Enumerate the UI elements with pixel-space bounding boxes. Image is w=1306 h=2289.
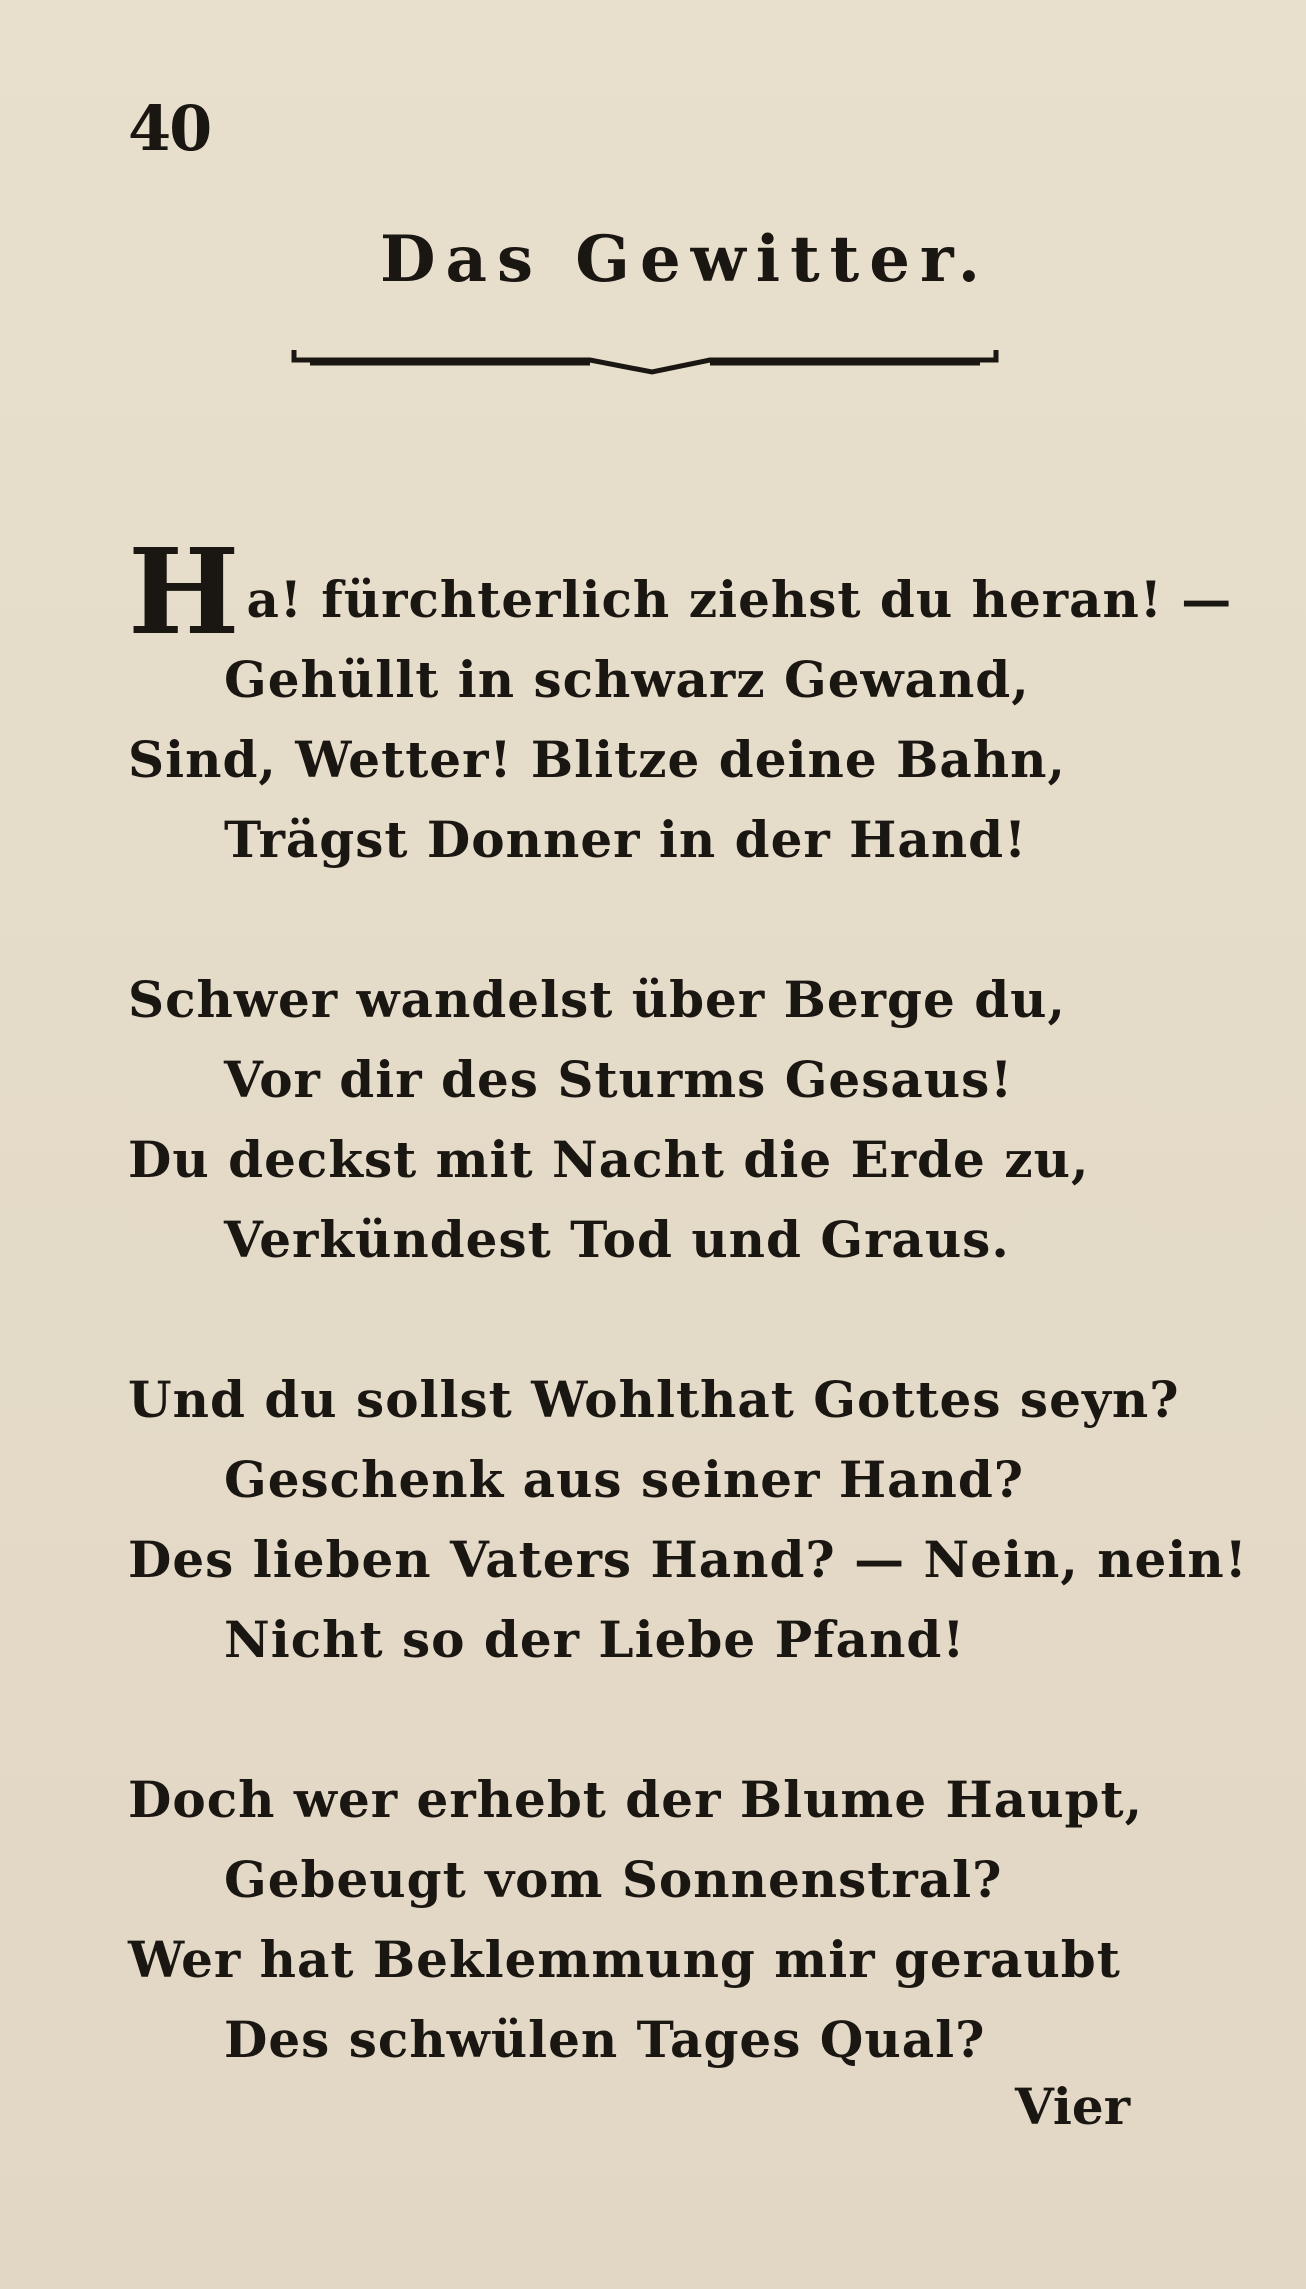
poem-line-3: Sind, Wetter! Blitze deine Bahn, — [128, 730, 1066, 789]
poem-line-14: Gebeugt vom Sonnenstral? — [224, 1850, 1003, 1909]
poem-line-10: Geschenk aus seiner Hand? — [224, 1450, 1025, 1509]
page-number: 40 — [128, 92, 211, 165]
poem-line-11: Des lieben Vaters Hand? — Nein, nein! — [128, 1530, 1248, 1589]
stanza-4 — [128, 1760, 1144, 2080]
poem-line-6: Vor dir des Sturms Gesaus! — [224, 1050, 1014, 1109]
drop-cap: H — [128, 522, 241, 661]
poem-line-12: Nicht so der Liebe Pfand! — [224, 1610, 966, 1669]
poem-line-1 — [128, 522, 1233, 661]
poem-title: Das Gewitter. — [380, 222, 991, 297]
poem-line-13: Doch wer erhebt der Blume Haupt, — [128, 1770, 1144, 1829]
poem-line-5: Schwer wandelst über Berge du, — [128, 970, 1066, 1029]
poem-line-2: Gehüllt in schwarz Gewand, — [224, 650, 1030, 709]
stanza-2 — [128, 960, 1128, 1280]
poem-line-15: Wer hat Beklemmung mir geraubt — [128, 1930, 1121, 1989]
poem-line-9: Und du sollst Wohlthat Gottes seyn? — [128, 1370, 1180, 1429]
title-rule-ornament — [290, 344, 1000, 378]
poem-line-7: Du deckst mit Nacht die Erde zu, — [128, 1130, 1090, 1189]
stanza-3 — [128, 1360, 1248, 1680]
catchword: Vier — [1015, 2077, 1131, 2136]
poem-line-16: Des schwülen Tages Qual? — [224, 2010, 986, 2069]
poem-line-4: Trägst Donner in der Hand! — [224, 810, 1028, 869]
first-line-text: a! fürchterlich ziehst du heran! — — [246, 570, 1233, 629]
poem-line-8: Verkündest Tod und Graus. — [224, 1210, 1010, 1269]
stanza-1 — [128, 522, 1233, 880]
poem-body — [128, 522, 1248, 2160]
